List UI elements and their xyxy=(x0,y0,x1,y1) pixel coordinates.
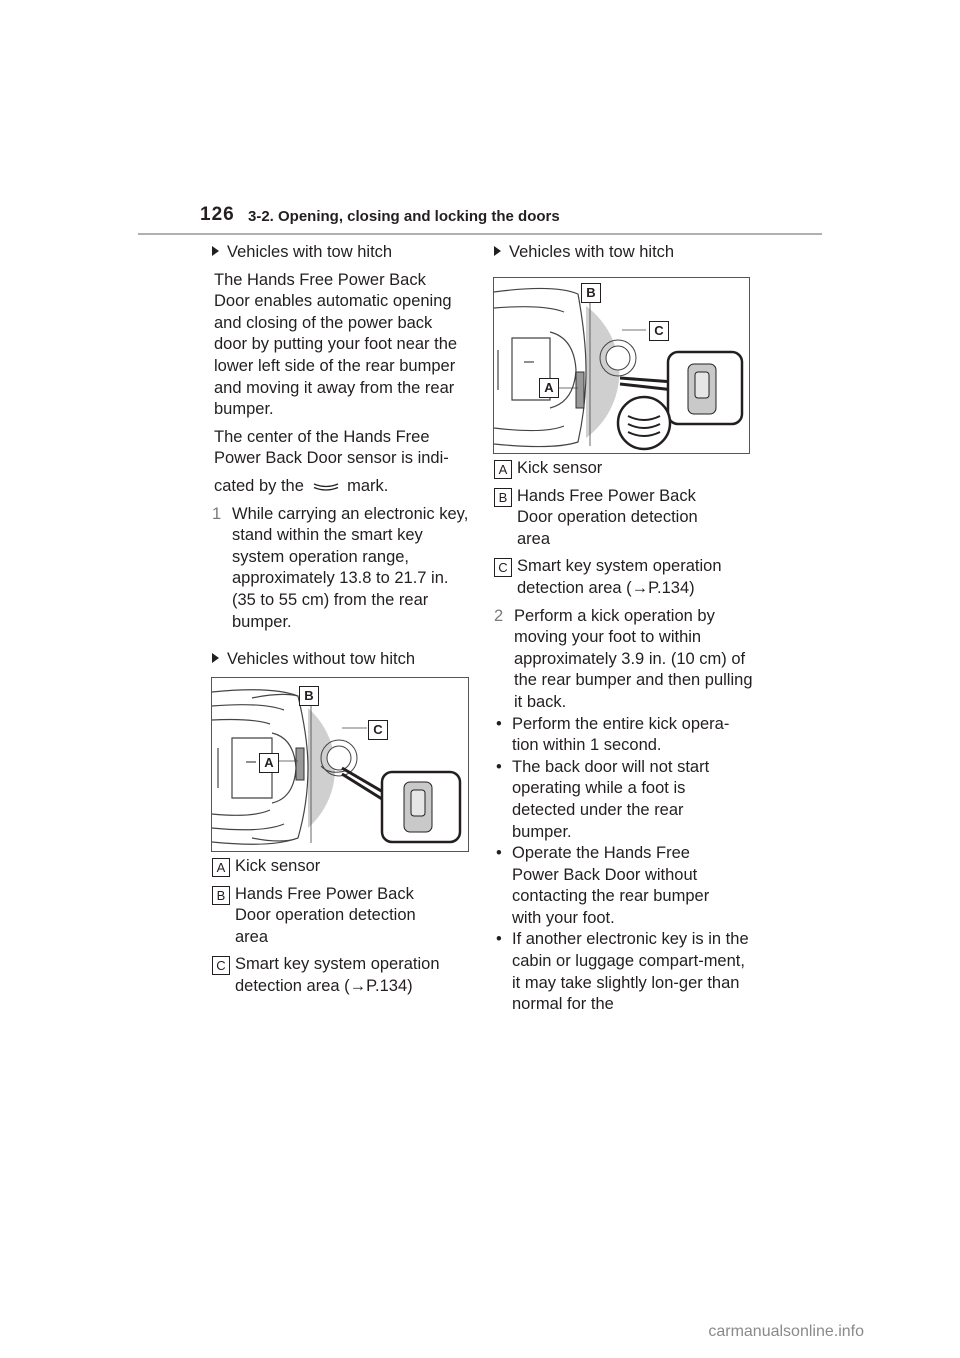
note-bullet: • Perform the entire kick opera-tion within 1 second. xyxy=(496,714,730,755)
car-rear-tow-illustration xyxy=(494,278,749,453)
heading-tow-hitch-right: Vehicles with tow hitch xyxy=(494,242,756,264)
watermark: carmanualsonline.info xyxy=(708,1323,864,1340)
legend-item-c: C Smart key system operation detection area (→P.134) xyxy=(494,556,749,599)
legend-item-b: B Hands Free Power Back Door operation detection area xyxy=(212,884,445,949)
sensor-mark-icon xyxy=(311,481,341,493)
heading-tow-hitch: Vehicles with tow hitch xyxy=(212,242,470,264)
step-2 xyxy=(494,606,756,714)
sensor-paragraph-line2: cated by the mark. xyxy=(214,476,389,495)
step-number: 1 xyxy=(212,504,222,523)
left-legend xyxy=(212,856,470,998)
callout-c: C xyxy=(368,720,388,740)
legend-item-a: A Kick sensor xyxy=(494,458,747,480)
car-rear-illustration xyxy=(212,678,468,851)
left-column xyxy=(212,242,470,671)
triangle-bullet-icon xyxy=(212,653,219,663)
legend-item-a: A Kick sensor xyxy=(212,856,465,878)
label-c: C xyxy=(494,558,512,577)
header-rule xyxy=(138,233,822,235)
figure-with-tow-hitch xyxy=(493,277,750,454)
right-heading xyxy=(494,242,756,264)
page-number: 126 xyxy=(200,204,235,225)
label-b: B xyxy=(212,886,230,905)
step-number: 2 xyxy=(494,606,504,625)
label-a: A xyxy=(212,858,230,877)
label-b: B xyxy=(494,488,512,507)
step-text: Perform a kick operation by moving your foot to within approximately 3.9 in. (10 cm) of the rear bumper and then pulling it back. xyxy=(514,606,753,711)
legend-item-c: C Smart key system operation detection area (→P.134) xyxy=(212,954,467,997)
callout-b: B xyxy=(299,686,319,706)
section-title: 3-2. Opening, closing and locking the doors xyxy=(248,208,560,225)
legend-item-b: B Hands Free Power Back Door operation detection area xyxy=(494,486,727,551)
right-column-body xyxy=(494,458,756,1016)
figure-without-tow-hitch xyxy=(211,677,469,852)
triangle-bullet-icon xyxy=(494,246,501,256)
label-a: A xyxy=(494,460,512,479)
callout-b: B xyxy=(581,283,601,303)
note-bullet: • Operate the Hands Free Power Back Door without contacting the rear bumper with your foot. xyxy=(496,844,710,927)
triangle-bullet-icon xyxy=(212,246,219,256)
note-bullet: • The back door will not start operating while a foot is detected under the rear bumper. xyxy=(496,757,710,841)
step-text: While carrying an electronic key, stand within the smart key system operation range, approximately 13.8 to 21.7 in. (35 to 55 cm) from the rear bumper. xyxy=(232,504,469,631)
heading-without-tow-hitch: Vehicles without tow hitch xyxy=(212,649,470,671)
callout-a: A xyxy=(259,753,279,773)
step-1 xyxy=(212,504,470,634)
intro-paragraph: The Hands Free Power Back Door enables automatic opening and closing of the power back door by putting your foot near the lower left side of the rear bumper and moving it away from the rear bumper. xyxy=(214,270,458,419)
sensor-paragraph-line1: The center of the Hands Free Power Back Door sensor is indi- xyxy=(214,427,449,468)
callout-a: A xyxy=(539,378,559,398)
note-bullet: • If another electronic key is in the cabin or luggage compart-ment, it may take slightly lon-ger than normal for the xyxy=(496,930,749,1014)
callout-c: C xyxy=(649,321,669,341)
label-c: C xyxy=(212,956,230,975)
